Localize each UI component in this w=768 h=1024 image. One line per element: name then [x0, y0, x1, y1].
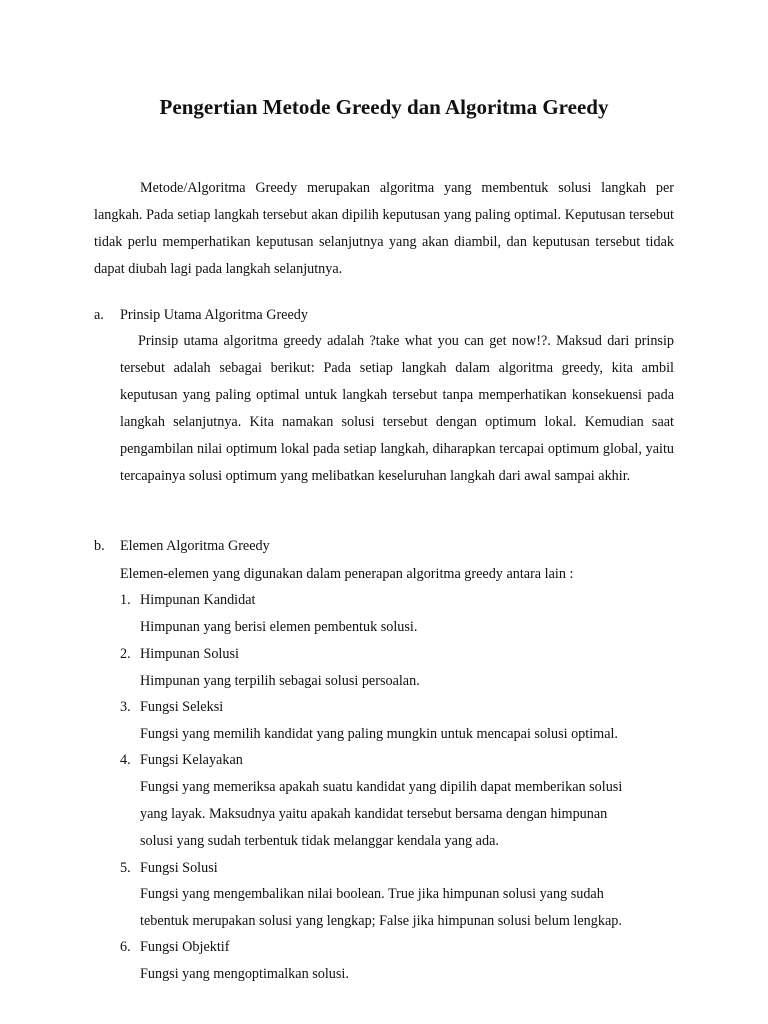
intro-paragraph: Metode/Algoritma Greedy merupakan algoritma yang membentuk solusi langkah per langkah. Pada setiap langkah tersebut akan dipilih keputusan yang paling optimal. Keputusan tersebut tidak perlu memperhatikan keputusan selanjutnya yang akan diambil, dan keputusan tersebut tidak dapat diubah lagi pada langkah selanjutnya. [94, 180, 674, 277]
section-b-lead: Elemen-elemen yang digunakan dalam penerapan algoritma greedy antara lain : [120, 566, 574, 582]
section-a-heading [94, 302, 308, 329]
section-a-heading-text: Prinsip Utama Algoritma Greedy [120, 307, 308, 323]
list-item-number: 2. [120, 646, 131, 662]
list-item-number: 3. [120, 699, 131, 715]
list-item-description: Fungsi yang memilih kandidat yang paling mungkin untuk mencapai solusi optimal. [140, 726, 618, 742]
list-item-title [120, 641, 239, 668]
page-title: Pengertian Metode Greedy dan Algoritma Greedy [159, 95, 609, 119]
section-a-marker: a. [94, 307, 104, 323]
section-a-body: Prinsip utama algoritma greedy adalah ?take what you can get now!?. Maksud dari prinsip tersebut adalah sebagai berikut: Pada setiap langkah dalam algoritma greedy, kita ambil keputusan yang paling optimal untuk langkah tersebut tanpa memperhatikan konsekuensi pada langkah selanjutnya. Kita namakan solusi tersebut dengan optimum lokal. Kemudian saat pengambilan nilai optimum lokal pada setiap langkah, diharapkan tercapai optimum global, yaitu tercapainya solusi optimum yang melibatkan keseluruhan langkah dari awal sampai akhir. [120, 333, 674, 484]
list-item-title-text: Himpunan Solusi [140, 646, 239, 662]
list-item-number: 5. [120, 860, 131, 876]
list-item-description: Himpunan yang berisi elemen pembentuk solusi. [140, 619, 418, 635]
list-item-title-text: Fungsi Objektif [140, 939, 230, 955]
list-item-title [120, 855, 218, 882]
list-item-title-text: Himpunan Kandidat [140, 592, 256, 608]
list-item-title [120, 694, 223, 721]
section-b-marker: b. [94, 538, 105, 554]
list-item-description: solusi yang sudah terbentuk tidak melanggar kendala yang ada. [140, 833, 499, 849]
list-item-description: Fungsi yang mengoptimalkan solusi. [140, 966, 349, 982]
list-item-number: 1. [120, 592, 131, 608]
list-item-title [120, 747, 243, 774]
list-item-description: Fungsi yang memeriksa apakah suatu kandidat yang dipilih dapat memberikan solusi [140, 779, 623, 795]
list-item-title [120, 587, 255, 614]
list-item-description: tebentuk merupakan solusi yang lengkap; False jika himpunan solusi belum lengkap. [140, 913, 622, 929]
list-item-title-text: Fungsi Seleksi [140, 699, 224, 715]
list-item-description: yang layak. Maksudnya yaitu apakah kandidat tersebut bersama dengan himpunan [140, 806, 608, 822]
list-item-title-text: Fungsi Kelayakan [140, 752, 243, 768]
list-item-description: Fungsi yang mengembalikan nilai boolean. True jika himpunan solusi yang sudah [140, 886, 604, 902]
section-b-heading [94, 533, 270, 560]
list-item-number: 6. [120, 939, 131, 955]
section-b-heading-text: Elemen Algoritma Greedy [120, 538, 270, 554]
list-item-description: Himpunan yang terpilih sebagai solusi persoalan. [140, 673, 420, 689]
list-item-title-text: Fungsi Solusi [140, 860, 218, 876]
list-item-number: 4. [120, 752, 131, 768]
list-item-title [120, 934, 229, 961]
